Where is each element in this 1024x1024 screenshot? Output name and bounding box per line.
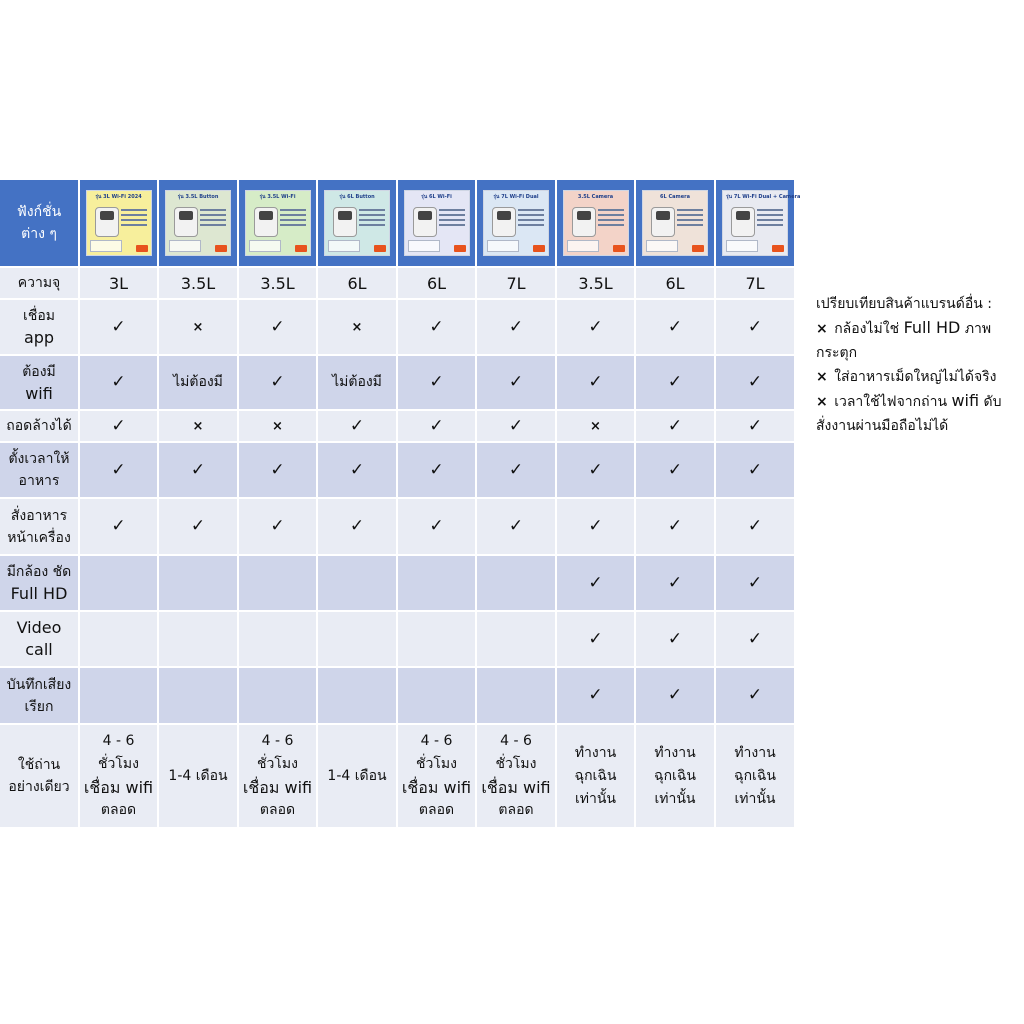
video-cell: ✓ <box>636 612 716 668</box>
capacity-cell: 7L <box>477 268 557 300</box>
manual-cell: ✓ <box>80 499 159 556</box>
washable-cell: × <box>557 411 636 443</box>
camera-cell <box>239 556 318 612</box>
battery-cell-line: เชื่อม wifi <box>401 778 472 797</box>
camera-cell: ✓ <box>636 556 716 612</box>
video-cell <box>80 612 159 668</box>
product-thumbnail <box>722 190 801 256</box>
record-cell: ✓ <box>557 668 636 725</box>
app-cell: ✓ <box>477 300 557 356</box>
video-cell <box>398 612 477 668</box>
battery-cell <box>636 725 716 829</box>
row-label-manual-line1: สั่งอาหาร <box>10 507 68 524</box>
schedule-cell: ✓ <box>716 443 796 499</box>
pet-feeder-icon <box>492 207 516 237</box>
camera-cell: ✓ <box>557 556 636 612</box>
schedule-cell: ✓ <box>80 443 159 499</box>
note-heading: เปรียบเทียบสินค้าแบรนด์อื่น : <box>816 296 992 312</box>
battery-cell-line: ตลอด <box>498 802 534 818</box>
features-header-line2: ต่าง ๆ <box>21 226 57 242</box>
brand-badge-icon <box>692 245 704 252</box>
battery-cell-line: ชั่วโมง <box>98 756 139 772</box>
product-thumbnail <box>324 190 390 256</box>
note-item-battery <box>816 389 1016 438</box>
note-item3-text-a: เวลาใช้ไฟจากถ่าน <box>834 394 948 410</box>
battery-cell-line: ตลอด <box>418 802 455 818</box>
brand-badge-icon <box>295 245 307 252</box>
thumbnail-title: รุ่น 6L Button <box>339 194 375 200</box>
video-cell <box>239 612 318 668</box>
manual-cell: ✓ <box>557 499 636 556</box>
product-thumbnail <box>245 190 311 256</box>
battery-cell <box>239 725 318 829</box>
thumbnail-title: รุ่น 3.5L Wi-Fi <box>259 194 296 200</box>
battery-cell <box>80 725 159 829</box>
spec-lines-icon <box>359 209 385 229</box>
model-image-3-5l-button[interactable] <box>159 180 239 268</box>
app-cell: × <box>159 300 239 356</box>
spec-lines-icon <box>439 209 465 229</box>
battery-cell-line: 1-4 เดือน <box>327 767 387 784</box>
note-item-camera <box>816 316 1016 365</box>
row-label-app <box>0 300 80 356</box>
manual-cell: ✓ <box>398 499 477 556</box>
battery-cell <box>159 725 239 829</box>
pet-feeder-icon <box>572 207 596 237</box>
battery-cell-line: 4 - 6 <box>420 733 453 749</box>
battery-cell <box>318 725 398 829</box>
feature-strip-icon <box>249 240 281 252</box>
schedule-cell: ✓ <box>398 443 477 499</box>
row-label-app-line1: เชื่อม <box>23 308 55 324</box>
row-voice-record <box>0 668 796 725</box>
thumbnail-title: รุ่น 3L Wi-Fi 2024 <box>95 194 142 200</box>
cross-icon: × <box>816 321 828 337</box>
model-image-6l-camera[interactable] <box>636 180 716 268</box>
spec-lines-icon <box>200 209 226 229</box>
wifi-cell: ✓ <box>80 356 159 411</box>
battery-cell <box>398 725 477 829</box>
brand-badge-icon <box>374 245 386 252</box>
wifi-cell: ไม่ต้องมี <box>318 356 398 411</box>
battery-cell-line: 1-4 เดือน <box>168 767 228 784</box>
pet-feeder-icon <box>413 207 437 237</box>
battery-cell-line: ฉุกเฉิน <box>574 767 617 784</box>
washable-cell: ✓ <box>318 411 398 443</box>
features-header <box>0 180 80 268</box>
brand-badge-icon <box>613 245 625 252</box>
washable-cell: × <box>239 411 318 443</box>
washable-cell: × <box>159 411 239 443</box>
pet-feeder-icon <box>95 207 119 237</box>
schedule-cell: ✓ <box>318 443 398 499</box>
row-label-battery-line2: อย่างเดียว <box>8 779 70 795</box>
row-label-wifi <box>0 356 80 411</box>
camera-cell <box>477 556 557 612</box>
battery-cell-line: ชั่วโมง <box>416 756 457 772</box>
video-cell: ✓ <box>557 612 636 668</box>
row-label-camera <box>0 556 80 612</box>
record-cell <box>80 668 159 725</box>
product-thumbnail <box>642 190 708 256</box>
washable-cell: ✓ <box>80 411 159 443</box>
note-item-food <box>816 365 1016 389</box>
wifi-cell: ✓ <box>636 356 716 411</box>
battery-cell-line: ชั่วโมง <box>495 756 537 772</box>
app-cell: ✓ <box>557 300 636 356</box>
cross-icon: × <box>816 394 828 410</box>
camera-cell <box>318 556 398 612</box>
camera-cell <box>159 556 239 612</box>
note-item1-text-b: Full HD <box>903 318 961 337</box>
washable-cell: ✓ <box>477 411 557 443</box>
manual-cell: ✓ <box>716 499 796 556</box>
schedule-cell: ✓ <box>557 443 636 499</box>
battery-cell-line: ฉุกเฉิน <box>734 767 776 784</box>
brand-badge-icon <box>454 245 466 252</box>
battery-cell-line: ตลอด <box>259 802 296 818</box>
row-label-capacity: ความจุ <box>0 268 80 300</box>
features-header-line1: ฟังก์ชั่น <box>16 204 62 220</box>
app-cell: ✓ <box>239 300 318 356</box>
manual-cell: ✓ <box>636 499 716 556</box>
wifi-cell: ✓ <box>477 356 557 411</box>
row-label-wifi-line2: wifi <box>25 383 53 403</box>
row-label-battery-line1: ใช้ถ่าน <box>17 757 61 773</box>
row-manual-feed <box>0 499 796 556</box>
comparison-table <box>0 180 801 829</box>
manual-cell: ✓ <box>318 499 398 556</box>
row-label-video-call <box>0 612 80 668</box>
record-cell: ✓ <box>636 668 716 725</box>
model-image-6l-button[interactable] <box>318 180 398 268</box>
row-label-voice-record <box>0 668 80 725</box>
note-item3-text-b: wifi <box>951 391 980 410</box>
model-image-3l[interactable] <box>80 180 159 268</box>
feature-strip-icon <box>408 240 440 252</box>
wifi-cell: ✓ <box>239 356 318 411</box>
row-label-record-line2: เรียก <box>24 698 54 715</box>
feature-strip-icon <box>328 240 360 252</box>
capacity-cell: 6L <box>636 268 716 300</box>
row-label-camera-line1: มีกล้อง ชัด <box>6 564 72 580</box>
spec-lines-icon <box>677 209 703 229</box>
app-cell: ✓ <box>636 300 716 356</box>
camera-cell: ✓ <box>716 556 796 612</box>
spec-lines-icon <box>280 209 306 229</box>
battery-cell-line: ฉุกเฉิน <box>654 767 696 784</box>
camera-cell <box>80 556 159 612</box>
competitor-comparison-note <box>816 292 1016 438</box>
battery-cell <box>477 725 557 829</box>
battery-cell-line: ชั่วโมง <box>257 756 298 772</box>
video-cell: ✓ <box>716 612 796 668</box>
spec-lines-icon <box>757 209 783 229</box>
row-video-call <box>0 612 796 668</box>
washable-cell: ✓ <box>398 411 477 443</box>
battery-cell-line: เท่านั้น <box>734 790 776 807</box>
pet-feeder-icon <box>651 207 675 237</box>
battery-cell-line: ตลอด <box>100 802 137 818</box>
row-battery-only <box>0 725 796 829</box>
capacity-cell: 3L <box>80 268 159 300</box>
capacity-cell: 3.5L <box>239 268 318 300</box>
product-thumbnail <box>483 190 549 256</box>
row-label-video-line1: Video <box>16 618 62 637</box>
header-row <box>0 180 796 268</box>
row-label-schedule-line2: อาหาร <box>18 473 60 489</box>
battery-cell-line: เชื่อม wifi <box>481 778 551 797</box>
capacity-cell: 6L <box>398 268 477 300</box>
battery-cell-line: เชื่อม wifi <box>242 778 313 797</box>
record-cell: ✓ <box>716 668 796 725</box>
wifi-cell: ✓ <box>716 356 796 411</box>
capacity-cell: 3.5L <box>159 268 239 300</box>
capacity-cell: 3.5L <box>557 268 636 300</box>
feature-strip-icon <box>726 240 758 252</box>
row-wifi <box>0 356 796 411</box>
thumbnail-title: รุ่น 3.5L Button <box>177 194 219 200</box>
battery-cell <box>557 725 636 829</box>
note-item1-text-c: ภาพกระตุก <box>816 321 992 361</box>
washable-cell: ✓ <box>636 411 716 443</box>
battery-cell-line: เชื่อม wifi <box>83 778 154 797</box>
model-image-3-5l-camera[interactable] <box>557 180 636 268</box>
model-image-7l-wifi-dual[interactable] <box>477 180 557 268</box>
battery-cell-line: 4 - 6 <box>500 733 532 749</box>
model-image-3-5l-wifi[interactable] <box>239 180 318 268</box>
battery-cell-line: เท่านั้น <box>574 790 616 807</box>
row-label-washable: ถอดล้างได้ <box>0 411 80 443</box>
record-cell <box>318 668 398 725</box>
thumbnail-title: รุ่น 7L Wi-Fi Dual + Camera <box>726 194 801 200</box>
row-label-camera-line2: Full HD <box>10 584 68 603</box>
row-camera <box>0 556 796 612</box>
brand-badge-icon <box>772 245 784 252</box>
app-cell: × <box>318 300 398 356</box>
note-item1-text-a: กล้องไม่ใช่ <box>834 321 900 337</box>
wifi-cell: ไม่ต้องมี <box>159 356 239 411</box>
app-cell: ✓ <box>398 300 477 356</box>
schedule-cell: ✓ <box>477 443 557 499</box>
thumbnail-title: รุ่น 6L Wi-Fi <box>421 194 452 200</box>
thumbnail-title: 3.5L Camera <box>577 194 614 200</box>
record-cell <box>477 668 557 725</box>
cross-icon: × <box>816 369 828 385</box>
wifi-cell: ✓ <box>557 356 636 411</box>
schedule-cell: ✓ <box>636 443 716 499</box>
capacity-cell: 7L <box>716 268 796 300</box>
spec-lines-icon <box>518 209 544 229</box>
feature-strip-icon <box>646 240 678 252</box>
row-label-schedule <box>0 443 80 499</box>
feature-strip-icon <box>487 240 519 252</box>
row-label-manual-line2: หน้าเครื่อง <box>7 529 71 546</box>
thumbnail-title: 6L Camera <box>660 194 690 200</box>
record-cell <box>159 668 239 725</box>
row-label-battery-only <box>0 725 80 829</box>
capacity-cell: 6L <box>318 268 398 300</box>
video-cell <box>159 612 239 668</box>
schedule-cell: ✓ <box>239 443 318 499</box>
row-schedule <box>0 443 796 499</box>
app-cell: ✓ <box>80 300 159 356</box>
battery-cell-line: ทำงาน <box>734 744 776 761</box>
row-label-wifi-line1: ต้องมี <box>22 363 56 380</box>
wifi-cell: ✓ <box>398 356 477 411</box>
feature-strip-icon <box>567 240 599 252</box>
schedule-cell: ✓ <box>159 443 239 499</box>
video-cell <box>318 612 398 668</box>
battery-cell-line: เท่านั้น <box>654 790 696 807</box>
row-label-app-line2: app <box>23 328 55 347</box>
row-label-manual-feed <box>0 499 80 556</box>
spec-lines-icon <box>598 209 624 229</box>
product-thumbnail <box>86 190 152 256</box>
product-thumbnail <box>165 190 231 256</box>
thumbnail-title: รุ่น 7L Wi-Fi Dual <box>493 194 539 200</box>
battery-cell-line: ทำงาน <box>654 744 696 761</box>
note-item2-text: ใส่อาหารเม็ดใหญ่ไม่ได้จริง <box>834 369 997 385</box>
row-app <box>0 300 796 356</box>
row-label-video-line2: call <box>25 640 53 659</box>
brand-badge-icon <box>533 245 545 252</box>
record-cell <box>398 668 477 725</box>
model-image-7l-camera[interactable] <box>716 180 801 268</box>
camera-cell <box>398 556 477 612</box>
product-thumbnail <box>563 190 629 256</box>
brand-badge-icon <box>215 245 227 252</box>
note-item3-text-c: ดับ สั่งงานผ่านมือถือไม่ได้ <box>816 394 1002 434</box>
row-label-schedule-line1: ตั้งเวลาให้ <box>8 451 70 467</box>
app-cell: ✓ <box>716 300 796 356</box>
brand-badge-icon <box>136 245 148 252</box>
feature-strip-icon <box>90 240 122 252</box>
model-image-6l-wifi[interactable] <box>398 180 477 268</box>
row-capacity <box>0 268 796 300</box>
row-washable <box>0 411 796 443</box>
feature-strip-icon <box>169 240 201 252</box>
pet-feeder-icon <box>333 207 357 237</box>
video-cell <box>477 612 557 668</box>
manual-cell: ✓ <box>159 499 239 556</box>
spec-lines-icon <box>121 209 147 229</box>
product-thumbnail <box>404 190 470 256</box>
pet-feeder-icon <box>731 207 755 237</box>
battery-cell-line: 4 - 6 <box>261 733 294 749</box>
pet-feeder-icon <box>254 207 278 237</box>
row-label-record-line1: บันทึกเสียง <box>6 676 72 693</box>
washable-cell: ✓ <box>716 411 796 443</box>
manual-cell: ✓ <box>239 499 318 556</box>
record-cell <box>239 668 318 725</box>
battery-cell-line: ทำงาน <box>574 744 617 761</box>
battery-cell <box>716 725 796 829</box>
pet-feeder-icon <box>174 207 198 237</box>
manual-cell: ✓ <box>477 499 557 556</box>
battery-cell-line: 4 - 6 <box>102 733 135 749</box>
